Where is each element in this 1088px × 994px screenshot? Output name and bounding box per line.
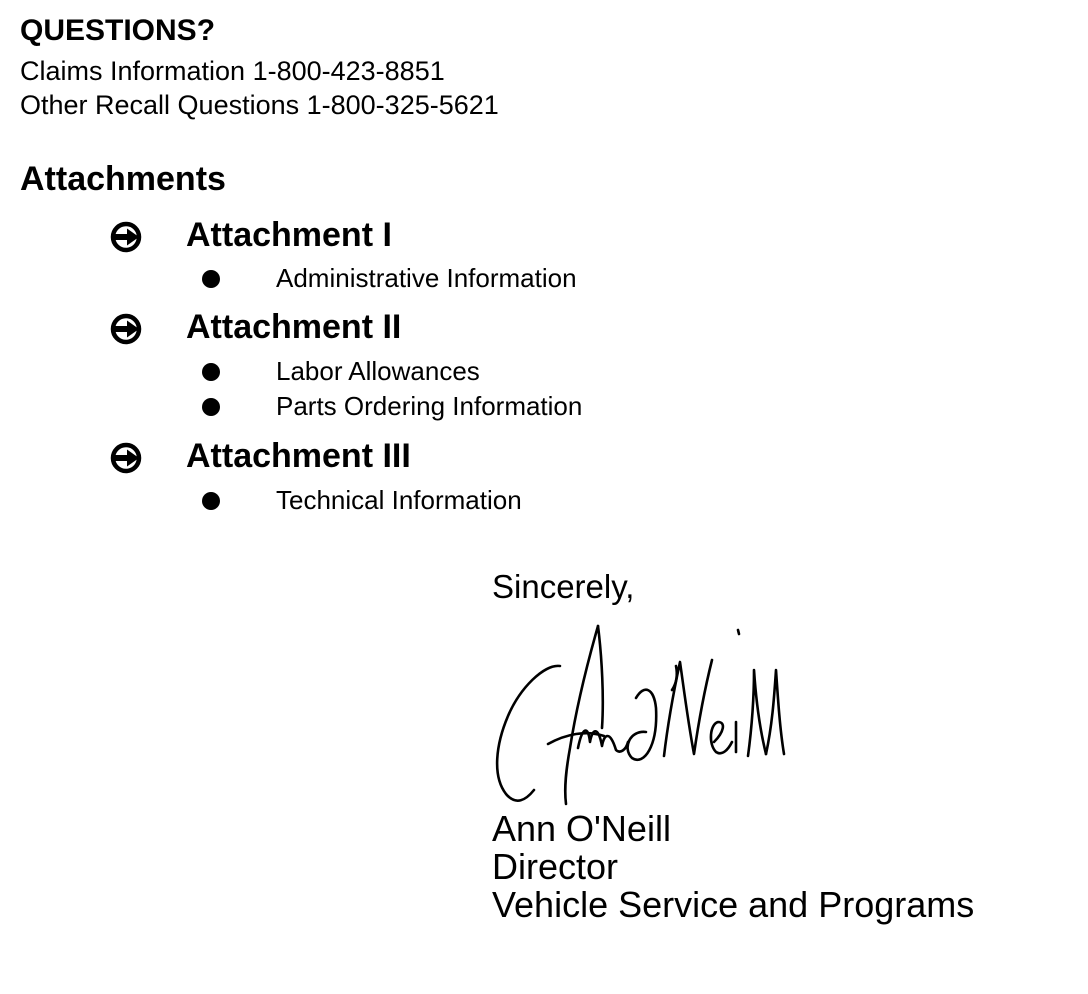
questions-heading: QUESTIONS? <box>20 14 216 47</box>
signer-name: Ann O'Neill <box>492 808 671 849</box>
handwritten-signature <box>486 618 786 810</box>
attachment-bullet: Technical Information <box>276 485 522 515</box>
bullet-dot-icon <box>202 398 220 416</box>
arrow-circle-icon <box>110 313 142 345</box>
claims-information-line: Claims Information 1-800-423-8851 <box>20 56 445 86</box>
bullet-dot-icon <box>202 270 220 288</box>
signer-title: Director <box>492 846 619 887</box>
attachment-title: Attachment I <box>186 216 392 254</box>
attachment-title: Attachment III <box>186 437 411 475</box>
closing-salutation: Sincerely, <box>492 568 635 605</box>
attachment-bullet: Labor Allowances <box>276 356 480 386</box>
attachment-bullet: Administrative Information <box>276 263 577 293</box>
arrow-circle-icon <box>110 221 142 253</box>
attachment-title: Attachment II <box>186 308 402 346</box>
attachment-bullet: Parts Ordering Information <box>276 391 583 421</box>
recall-questions-line: Other Recall Questions 1-800-325-5621 <box>20 90 499 120</box>
arrow-circle-icon <box>110 442 142 474</box>
signer-department: Vehicle Service and Programs <box>492 884 975 925</box>
bullet-dot-icon <box>202 363 220 381</box>
attachments-heading: Attachments <box>20 160 226 198</box>
bullet-dot-icon <box>202 492 220 510</box>
